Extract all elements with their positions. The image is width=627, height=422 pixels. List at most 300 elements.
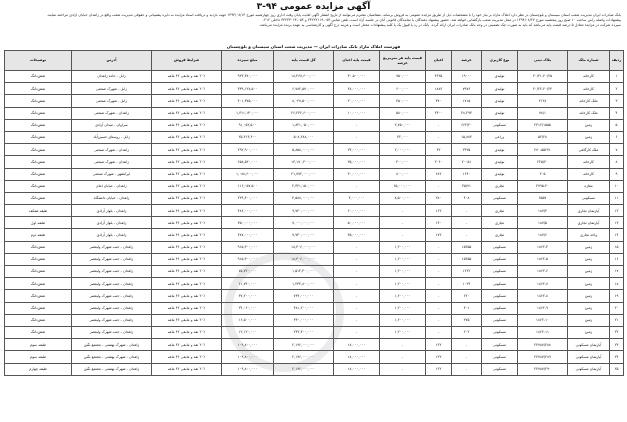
table-cell: ۲۷۵ [452,314,482,326]
table-row [5,253,624,265]
table-cell: کارخانه [568,168,610,180]
table-cell: ۲۷۰-۵۵۲۷۱ [518,144,568,156]
table-cell: زمین [568,302,610,314]
table-row [5,119,624,131]
table-cell: ۳۰,۰۰۰,۰۰۰ [334,168,380,180]
table-cell: ملک کارخانه [568,107,610,119]
table-cell: مسکونی [482,314,518,326]
table-cell: ۶ [610,131,624,143]
table-cell: آپارتمان تجاری [568,217,610,229]
table-cell: زاهدان - بلوار آزادی [72,205,152,217]
header-cell: کل قیمت پایه [274,51,334,71]
table-cell: زابل - شهرک صنعتی [72,95,152,107]
table-cell: ۲۴۷۸۷/۲۹۰ [518,363,568,375]
table-cell: - [334,266,380,278]
table-cell: ۳ [610,95,624,107]
table-cell: ۹۲۳,۳۸۰,۰۰۰ [222,71,274,83]
table-cell: - [334,241,380,253]
table-cell: ۲ [610,83,624,95]
table-cell: مسکونی [482,253,518,265]
table-cell: زمین [568,131,610,143]
table-cell: ۳۰,۵۰۰,۰۰۰ [334,71,380,83]
table-cell: ۱۲۲ [426,351,452,363]
table-cell: ۲۰٪ نقد و مابقی ۳۶ ماهه [152,83,222,95]
table-row [5,168,624,180]
table-cell: ۱۲۲ [426,339,452,351]
table-cell: ۲۰٪ نقد و مابقی ۳۶ ماهه [152,144,222,156]
table-cell: مسکونی [482,351,518,363]
table-cell: - [452,205,482,217]
table-cell: مسکونی [482,266,518,278]
table-cell: ۲۴۲۵ [452,144,482,156]
table-cell: زاهدان - جنب شهرک ولیعصر [72,266,152,278]
table-cell: ۶۰,۰۰۰,۰۰۰ [334,205,380,217]
table-cell: ۲۴۷۸۷/۲۸۸ [518,339,568,351]
table-cell: شش‌دانگ [5,278,72,290]
table-header-row [5,51,624,71]
table-cell: ۶۵۸,۵۲۰,۰۰۰ [222,156,274,168]
table-cell: ۷۵۰,۰۰۰ [380,71,426,83]
table-cell: شش‌دانگ [5,241,72,253]
table-cell: ۴۸۱,۲۰۰,۰۰۰ [274,302,334,314]
table-cell: آپارتمان مسکونی [568,351,610,363]
table-cell: ۲۲۵/۲۰ [518,156,568,168]
table-cell: ۱,۲۰۰,۰۰۰ [380,290,426,302]
table-cell: ۲۰/۲۱-۲۰/۲۵ [518,71,568,83]
table-cell: ۳۵/۷۱ [452,180,482,192]
table-cell: زاهدان - جنب شهرک ولیعصر [72,314,152,326]
table-cell: ۱۰۲۹ [452,278,482,290]
table-cell: ۲۰٪ نقد و مابقی ۳۶ ماهه [152,326,222,338]
table-cell: ۲۰٪ نقد و مابقی ۳۶ ماهه [152,180,222,192]
table-cell: تجاری [482,180,518,192]
header-cell: عرصه [452,51,482,71]
table-cell: سراوان - میدان آزادی [72,119,152,131]
table-cell: شش‌دانگ [5,290,72,302]
table-cell: ۲۰٪ نقد و مابقی ۳۶ ماهه [152,95,222,107]
table-cell: ۱۷۲ [426,229,452,241]
table-cell: زمین [568,314,610,326]
table-cell: ۲۲ [610,326,624,338]
table-cell: مغازه [568,180,610,192]
table-cell: ۲۲۹,۴۰۰,۰۰۰ [222,192,274,204]
table-cell: ۲۳۰۰ [426,107,452,119]
table-cell: زمین [568,119,610,131]
table-cell: ۱۸۶۲-۷ [518,278,568,290]
table-cell: ۸ [610,156,624,168]
table-cell: طبقه اول [5,217,72,229]
table-cell: ایرانشهر - شهرک صنعتی [72,168,152,180]
table-cell: ۲۰٪ نقد و مابقی ۳۶ ماهه [152,205,222,217]
table-cell: ۱۲۶۲ [452,266,482,278]
table-cell: زاهدان - جنب شهرک ولیعصر [72,326,152,338]
table-cell: ۲۴ [610,351,624,363]
table-cell: تولیدی [482,156,518,168]
table-cell: ۲,۱۹۶,۰۰۰,۰۰۰ [274,351,334,363]
table-cell: ۴ [610,107,624,119]
table-cell: زابل - شهرک صنعتی [72,83,152,95]
table-cell: - [426,302,452,314]
table-row [5,192,624,204]
table-cell: ۱۱۶,۰۵۷,۵۰۰ [222,180,274,192]
table-cell: مسکونی [568,192,610,204]
table-cell: ۲۱,۷۷۲,۰۰۰,۰۰۰ [274,168,334,180]
table-row [5,144,624,156]
table-cell: زراعی [482,131,518,143]
table-cell: ۱۸۷/۶ [518,229,568,241]
table-cell: - [452,217,482,229]
table-cell: ۱۸۶۲-۵ [518,253,568,265]
table-cell: - [334,290,380,302]
table-cell: ۲۰۰۵۱ [452,156,482,168]
table-cell: - [426,278,452,290]
table-cell: ۲,۰۰۰,۰۰۰ [380,144,426,156]
table-row [5,95,624,107]
table-cell: - [334,278,380,290]
table-cell: ۱۰۹,۸۰۰,۰۰۰ [222,339,274,351]
table-cell: ۲,۷۵۰,۰۰۰ [380,119,426,131]
table-cell: شش‌دانگ [5,314,72,326]
table-cell: مسکونی [482,278,518,290]
table-cell: ۱,۲۰۰,۰۰۰ [380,266,426,278]
table-cell: ۵ [610,119,624,131]
table-cell: ۲۰۶۰ [426,156,452,168]
table-cell: تولیدی [482,168,518,180]
table-cell: ۱۸۶۲-۱۱ [518,326,568,338]
table-cell: ۲,۱۹۶,۰۰۰,۰۰۰ [274,339,334,351]
table-cell: ۷ [610,144,624,156]
table-cell: شش‌دانگ [5,107,72,119]
table-cell: ۱,۲۳۴,۸۰۰,۰۰۰ [274,278,334,290]
table-cell: ۱۲,۱۲۰,۰۰۰ [222,326,274,338]
table-cell: زمین [568,241,610,253]
header-cell: قیمت پایه اعیان [334,51,380,71]
table-cell: ۳۳۰,۰۰۰,۰۰۰ [274,314,334,326]
table-cell: شش‌دانگ [5,83,72,95]
table-cell: ۸,۵۰۰,۰۰۰ [380,192,426,204]
table-cell: واحد تجاری [568,229,610,241]
table-cell: زمین [568,326,610,338]
table-cell: ۶,۷۸۲,۵۷۰,۰۰۰ [274,83,334,95]
table-cell: ۳۷,۲۰۰,۰۰۰ [222,290,274,302]
table-cell: ۲۶,۲۲۲,۶۰۰,۰۰۰ [274,107,334,119]
table-cell: ۱۵۲۵۵ [452,241,482,253]
table-row [5,241,624,253]
table-cell: ۲۱ [610,314,624,326]
table-cell: ۲۰٪ نقد و مابقی ۳۶ ماهه [152,302,222,314]
table-row [5,290,624,302]
properties-table [4,50,624,376]
table-cell: کارخانه [568,83,610,95]
table-cell: ۱,۲۰۰,۰۰۰ [380,302,426,314]
table-cell: ۷۸/۱ [518,107,568,119]
table-cell: - [380,205,426,217]
table-cell: ۲۸۰ [426,192,452,204]
table-cell: - [380,229,426,241]
table-cell: ۱۶,۵۰۰,۰۰۰ [222,314,274,326]
table-cell: ۱۸,۰۰۰,۰۰۰ [334,339,380,351]
table-cell: ۲۰٪ نقد و مابقی ۳۶ ماهه [152,156,222,168]
table-cell: ۲۰۲ [452,326,482,338]
table-cell: ۳۸۷,۰۰۰,۰۰۰ [222,229,274,241]
table-cell: ۴۵,۰۰۰,۰۰۰ [334,229,380,241]
intro-paragraph: بانک صادرات ایران مدیریت شعب استان سیستان و بلوچستان در نظر دارد املاک مازاد بر نیاز خود را با مشخصات ذیل از طریق مزایده عمومی به فروش برساند. متقاضیان محترم می‌توانند از تاریخ انتشار آگهی لغایت پایان وقت اداری روز چهارشنبه مورخ ۱۳۹۴/۰۸/۱۳ جهت بازدید و دریافت اسناد مزایده به دایره پشتیبانی و حقوقی مدیریت شعب واقع در زاهدان خیابان آزادی مراجعه نمایند. [46,13,621,17]
auction-notice-page [4,2,623,420]
table-cell: ۲۰ [610,302,624,314]
table-cell: ۵۸۰,۰۰۰ [380,107,426,119]
table-cell: - [452,351,482,363]
table-cell: زاهدان - جنب شهرک ولیعصر [72,302,152,314]
table-cell: طبقه همکف [5,205,72,217]
table-cell: ۲۰٪ نقد و مابقی ۳۶ ماهه [152,278,222,290]
table-cell: ۸۰۰,۰۰۰ [380,168,426,180]
table-cell: آپارتمان تجاری [568,205,610,217]
header-cell: قیمت پایه هر مترمربع عرصه [380,51,426,71]
table-cell: شش‌دانگ [5,180,72,192]
intro-paragraph: سپرده شرکت در مزایده معادل ۵ درصد قیمت پایه می‌باشد که باید به صورت چک تضمینی در وجه بانک صادرات ایران ارائه گردد. بانک در رد یا قبول یک یا کلیه پیشنهادات مختار است و هزینه درج آگهی و کارشناسی به عهده برنده مزایده می‌باشد. [258,23,621,27]
table-cell: ۹۱۵,۳۰۰,۰۰۰ [222,253,274,265]
header-cell: پلاک ثبتی [518,51,568,71]
table-cell: ۲۷۹۵-۲۰ [518,180,568,192]
table-cell: - [334,131,380,143]
table-row [5,302,624,314]
table-cell: ۷۹۷۶ [452,83,482,95]
table-cell: ۶۸۲ [426,168,452,180]
notice-intro [6,13,621,43]
table-cell: ۲۹۲,۹۰۰,۰۰۰ [222,144,274,156]
table-cell: - [380,217,426,229]
table-cell: ۱,۲۰۰,۰۰۰ [380,314,426,326]
table-cell: ۵۰,۰۰۰,۰۰۰ [334,217,380,229]
table-subtitle: فهرست املاک مازاد بانک صادرات ایران — مدیریت شعب استان سیستان و بلوچستان [226,44,401,49]
table-cell: - [426,314,452,326]
table-cell: ۱۷۱۵ [452,95,482,107]
table-cell: زاهدان - بلوار آزادی [72,217,152,229]
table-cell: زاهدان - جنب شهرک ولیعصر [72,241,152,253]
table-cell: تجاری [482,217,518,229]
table-cell: ۲۰٪ نقد و مابقی ۳۶ ماهه [152,241,222,253]
table-cell: ۱۸۶۲-۶ [518,266,568,278]
table-cell: زاهدان - شهرک بهشتی - مجتمع نگین [72,339,152,351]
table-cell: ۲۳ [610,339,624,351]
table-cell: ۲۰/۲۲-۲۰/۲۴ [518,83,568,95]
table-cell: ۱۰۹,۸۰۰,۰۰۰ [222,351,274,363]
table-cell: ۴۰۰,۰۰۰ [380,156,426,168]
table-cell: ۱,۲۰۰,۰۰۰ [380,253,426,265]
table-cell: ۴۸۶,۰۰۰,۰۰۰ [222,205,274,217]
table-cell: ۱۶ [610,253,624,265]
table-cell: ۱۲ [610,205,624,217]
table-cell: ۱۰ [610,180,624,192]
table-cell: ملک کارخانه [568,95,610,107]
table-cell: - [334,314,380,326]
table-row [5,83,624,95]
table-cell: ۱۴۰ [426,217,452,229]
table-cell: ۲۰۵ [518,168,568,180]
table-cell: ۲۱۲۸ [518,95,568,107]
table-cell: - [426,326,452,338]
table-cell: تولیدی [482,107,518,119]
table-cell: ۱,۲۰۰,۰۰۰ [380,241,426,253]
table-cell: ۲۵ [610,363,624,375]
table-cell: - [426,253,452,265]
table-cell: ۱,۵۱۴,۴۰۰,۰۰۰ [274,266,334,278]
table-cell: تجاری [482,229,518,241]
table-cell: ۸,۰۲۷,۵۰۰,۰۰۰ [274,95,334,107]
table-cell: ۱۸۷/۵ [518,217,568,229]
table-cell: آپارتمان مسکونی [568,363,610,375]
table-cell: ۲۴۷۸۷/۲۸۹ [518,351,568,363]
table-cell: ۳۲,۰۰۰ [380,131,426,143]
table-cell: ۲,۱۹۶,۰۰۰,۰۰۰ [274,363,334,375]
table-cell: ۱,۸۲۱,۰۵۰,۰۰۰ [274,119,334,131]
table-cell: شش‌دانگ [5,156,72,168]
table-cell: ۲۰٪ نقد و مابقی ۳۶ ماهه [152,266,222,278]
table-cell: ۲۵۰,۰۰۰ [380,95,426,107]
table-cell: ۳۵۰,۰۰۰,۰۰۰ [222,217,274,229]
table-cell: زاهدان - خیابان امام [72,180,152,192]
table-cell: ۷۵,۷۲۰,۰۰۰ [222,266,274,278]
table-body [5,71,624,376]
table-cell: طبقه چهارم [5,363,72,375]
table-row [5,205,624,217]
table-row [5,266,624,278]
table-cell: - [334,326,380,338]
table-cell: ۱۸۸۲ [426,83,452,95]
table-cell: ۲۴۲,۴۰۰,۰۰۰ [274,326,334,338]
table-cell: - [426,119,452,131]
table-row [5,351,624,363]
table-cell: زاهدان - خیابان دانشگاه [72,192,152,204]
table-cell: ۲۰٪ نقد و مابقی ۳۶ ماهه [152,168,222,180]
table-cell: ۱۸۶۲-۸ [518,290,568,302]
table-cell: زاهدان - شهرک صنعتی [72,107,152,119]
table-cell: ۲۰٪ نقد و مابقی ۳۶ ماهه [152,351,222,363]
table-cell: ۳۳۹,۱۲۸,۵۰۰ [222,83,274,95]
table-cell: - [334,253,380,265]
table-cell: ۵۲/۲۸ [518,131,568,143]
table-cell: ۱۵۲۵۵ [452,253,482,265]
table-cell: ۱۹ [610,290,624,302]
table-cell: ۱,۲۰۰,۰۰۰ [380,326,426,338]
table-row [5,107,624,119]
table-cell: ۲۴۱۲/۱۵۵۵ [518,119,568,131]
table-cell: ۲۰٪ نقد و مابقی ۳۶ ماهه [152,290,222,302]
table-cell: زمین [568,253,610,265]
table-cell: ۳۷۰ [426,95,452,107]
table-cell: - [452,363,482,375]
table-cell: ۱۸ [610,278,624,290]
table-cell: ۱,۲۰۰,۰۰۰ [380,278,426,290]
table-cell: مسکونی [482,290,518,302]
table-cell: ۱۶۴۰ [452,168,482,180]
table-cell: ۵,۸۵۸,۰۰۰,۰۰۰ [274,144,334,156]
table-cell: مسکونی [482,192,518,204]
table-cell: شش‌دانگ [5,168,72,180]
table-cell: طبقه سوم [5,339,72,351]
table-cell: ۲۴,۰۶۰,۰۰۰ [222,302,274,314]
table-cell: ۱۸,۳۰۶,۰۰۰,۰۰۰ [274,241,334,253]
table-cell: مسکونی [482,302,518,314]
table-cell: ۱۸,۳۰۶,۰۰۰,۰۰۰ [274,253,334,265]
notice-title: آگهی مزایده عمومی ۹۴-۳ [256,2,371,12]
table-row [5,363,624,375]
table-cell: تولیدی [482,83,518,95]
table-cell: ۹ [610,168,624,180]
table-cell: آپارتمان مسکونی [568,339,610,351]
table-cell: تجاری [482,205,518,217]
table-row [5,314,624,326]
table-cell: ۲۰٪ نقد و مابقی ۳۶ ماهه [152,339,222,351]
table-cell: زاهدان - شهرک بهشتی - مجتمع نگین [72,363,152,375]
table-row [5,229,624,241]
header-cell: ردیف [610,51,624,71]
table-cell: شش‌دانگ [5,95,72,107]
table-cell: ۷,۰۰۰,۰۰۰,۰۰۰ [274,217,334,229]
table-cell: شش‌دانگ [5,192,72,204]
table-cell: ۱۰۹,۸۰۰,۰۰۰ [222,363,274,375]
table-cell: ۲۰٪ نقد و مابقی ۳۶ ماهه [152,119,222,131]
table-cell: زاهدان - جنب شهرک ولیعصر [72,278,152,290]
table-cell: ۲۰٪ نقد و مابقی ۳۶ ماهه [152,363,222,375]
table-cell: ۹۱۵,۳۰۰,۰۰۰ [222,241,274,253]
header-cell: شرایط فروش [152,51,222,71]
table-cell: - [334,180,380,192]
header-cell: اعیان [426,51,452,71]
table-cell: شش‌دانگ [5,326,72,338]
table-cell: ۲۰٪ نقد و مابقی ۳۶ ماهه [152,314,222,326]
table-cell: ۱۹۰۰۰ [452,71,482,83]
table-cell: کارخانه [568,156,610,168]
table-cell: زاهدان - جنب شهرک ولیعصر [72,290,152,302]
table-cell: زاهدان - شهرک صنعتی [72,144,152,156]
table-cell: تولیدی [482,144,518,156]
table-cell: مسکونی [482,326,518,338]
table-cell: - [426,241,452,253]
header-cell: شماره ملک [568,51,610,71]
table-cell: ۱۰,۰۰۰,۰۰۰ [334,107,380,119]
table-cell: ۲۰٪ نقد و مابقی ۳۶ ماهه [152,107,222,119]
table-row [5,326,624,338]
table-cell: ۲,۳۲۱,۱۵۰,۰۰۰ [274,180,334,192]
table-row [5,180,624,192]
table-cell: ۲۵,۰۰۰,۰۰۰ [334,156,380,168]
table-cell: ۱۸,۰۰۰,۰۰۰ [334,351,380,363]
table-row [5,71,624,83]
table-cell: ۱۸,۰۰۰,۰۰۰ [334,363,380,375]
table-cell: ۵۰۸,۲۸۸,۰۰۰ [274,131,334,143]
table-cell: کارخانه [568,71,610,83]
table-cell: ۶۶۲/۲۰ [452,119,482,131]
table-cell: ۹۱,۰۵۲,۵۰۰ [222,119,274,131]
table-cell: ۱۷ [610,266,624,278]
table-row [5,156,624,168]
table-cell: ۲۰٪ نقد و مابقی ۳۶ ماهه [152,217,222,229]
header-cell: توضیحات [5,51,72,71]
table-cell: ۴۰۸ [452,192,482,204]
table-cell: طبقه سوم [5,351,72,363]
table-cell: ۲۵,۴۱۴,۴۰۰ [222,131,274,143]
table-cell: ۱ [610,71,624,83]
table-cell: ۱۱ [610,192,624,204]
table-cell: - [380,363,426,375]
table-cell: شش‌دانگ [5,71,72,83]
table-cell: ۷,۷۴۰,۰۰۰,۰۰۰ [274,229,334,241]
table-cell: ۴,۰۰۰,۰۰۰ [334,192,380,204]
table-cell: ۱۸,۴۶۷,۶۰۰,۰۰۰ [274,71,334,83]
table-cell: مسکونی [482,363,518,375]
table-cell: مسکونی [482,241,518,253]
